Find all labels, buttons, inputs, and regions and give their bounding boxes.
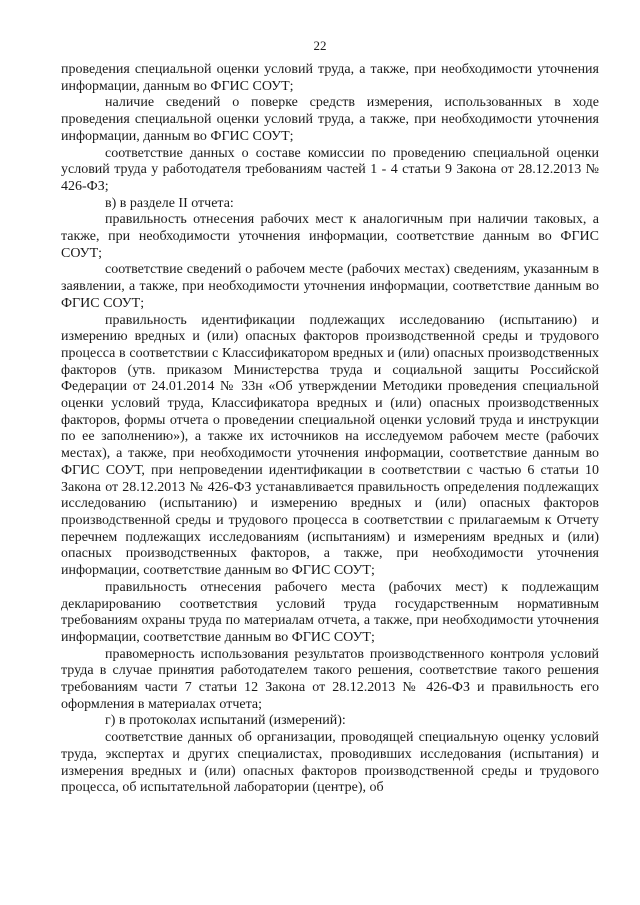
paragraph-production-control: правомерность использования результатов производственного контроля условий труда в случае принятия работодателем такого решения, соответствие такого решения требованиям части 7 статьи 12 Закона от 28.12.2013 № 426-ФЗ и правильность его оформления в материалах отчета;	[61, 646, 599, 712]
paragraph-analogous-workplaces: правильность отнесения рабочих мест к аналогичным при наличии таковых, а также, при необходимости уточнения информации, соответствие данным во ФГИС СОУТ;	[61, 212, 599, 261]
document-body	[61, 62, 599, 797]
page-number: 22	[313, 38, 327, 53]
paragraph-workplace-info: соответствие сведений о рабочем месте (рабочих местах) сведениям, указанным в заявлении, а также, при необходимости уточнения информации, соответствие данным во ФГИС СОУТ;	[61, 262, 599, 311]
paragraph-continuation: проведения специальной оценки условий труда, а также, при необходимости уточнения информации, данным во ФГИС СОУТ;	[61, 62, 599, 94]
paragraph-organization-data: соответствие данных об организации, проводящей специальную оценку условий труда, экспертах и других специалистах, проводивших исследования (испытания) и измерения вредных и (или) опасных факторов производственной среды и трудового процесса, об испытательной лаборатории (центре), об	[61, 730, 599, 796]
paragraph-declaration: правильность отнесения рабочего места (рабочих мест) к подлежащим декларированию соответствия условий труда государственным нормативным требованиям охраны труда по материалам отчета, а также, при необходимости уточнения информации, соответствие данным во ФГИС СОУТ;	[61, 579, 599, 645]
paragraph-measurement-verification: наличие сведений о поверке средств измерения, использованных в ходе проведения специальной оценки условий труда, а также, при необходимости уточнения информации, данным во ФГИС СОУТ;	[61, 95, 599, 144]
paragraph-factor-identification: правильность идентификации подлежащих исследованию (испытанию) и измерению вредных и (или) опасных факторов производственной среды и трудового процесса в соответствии с Классификатором вредных и (или) опасных производственных факторов (утв. приказом Министерства труда и социальной защиты Российской Федерации от 24.01.2014 № 33н «Об утверждении Методики проведения специальной оценки условий труда, Классификатора вредных и (или) опасных производственных факторов, формы отчета о проведении специальной оценки условий труда и инструкции по ее заполнению»), а также их источников на исследуемом рабочем месте (рабочих местах), а также, при необходимости уточнения информации, соответствие данным во ФГИС СОУТ, при непроведении идентификации в соответствии с частью 6 статьи 10 Закона от 28.12.2013 № 426-ФЗ устанавливается правильность определения подлежащих исследованию (испытанию) и измерению вредных и (или) опасных факторов производственной среды и трудового процесса в соответствии с прилагаемым к Отчету перечнем подлежащих исследованиям (испытаниям) и измерениям вредных и (или) опасных производственных факторов, а также, при необходимости уточнения информации, соответствие данным во ФГИС СОУТ;	[61, 312, 599, 579]
paragraph-section-ii-heading: в) в разделе II отчета:	[105, 195, 234, 211]
paragraph-commission-composition: соответствие данных о составе комиссии по проведению специальной оценки условий труда у работодателя требованиям частей 1 - 4 статьи 9 Закона от 28.12.2013 № 426-ФЗ;	[61, 145, 599, 194]
paragraph-protocols-heading: г) в протоколах испытаний (измерений):	[105, 713, 346, 729]
